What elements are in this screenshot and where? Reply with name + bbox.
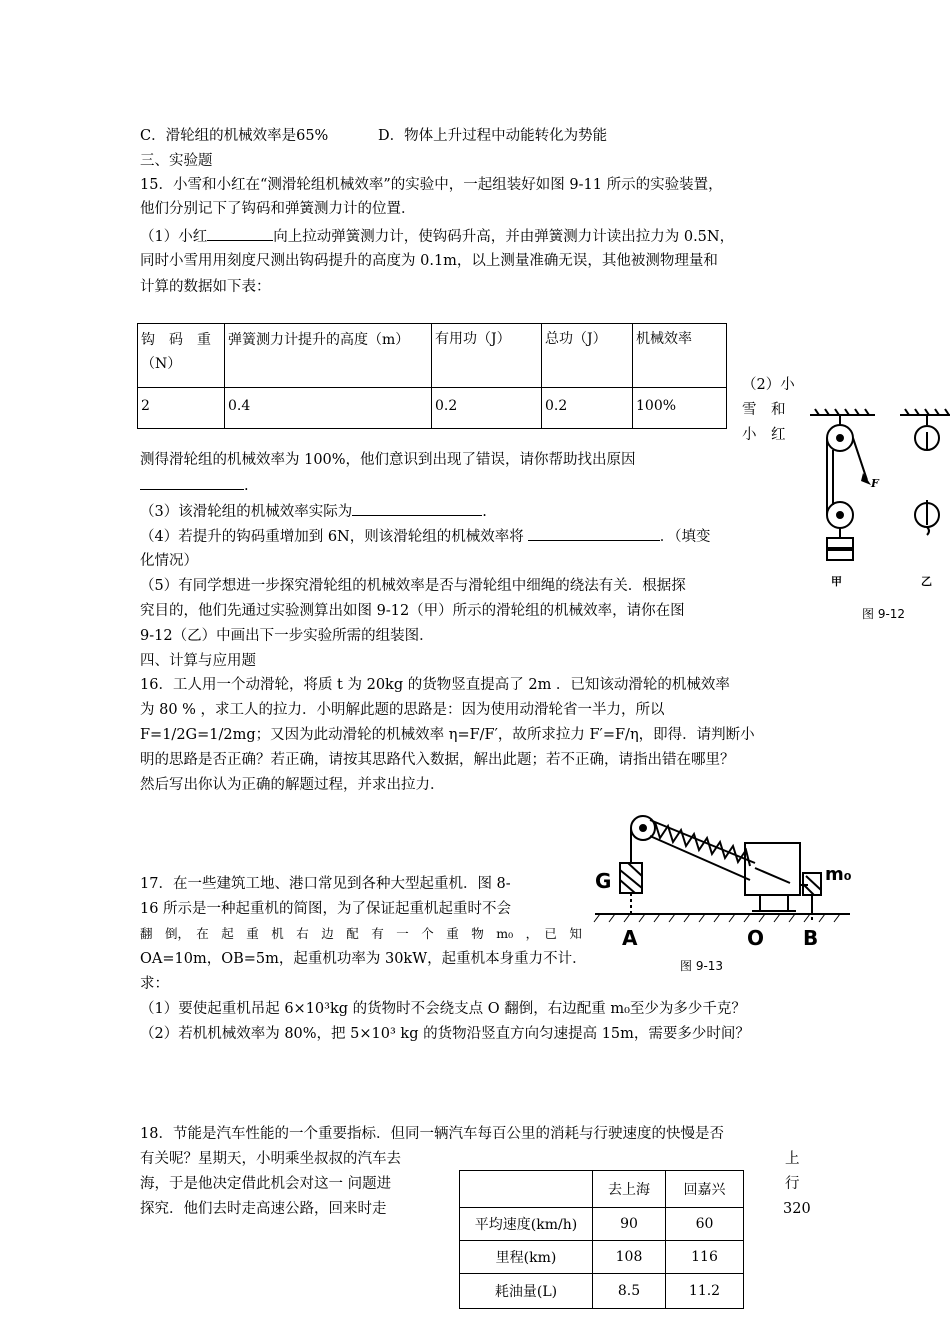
- table-header-to-shanghai: 去上海: [593, 1171, 666, 1208]
- q17-sub-2: （2）若机机械效率为 80%，把 5×10³ kg 的货物沿竖直方向匀速提高 15m，需要多少时间？: [140, 1026, 750, 1042]
- q18-line-3: 海，于是他决定借此机会对这一 问题进: [140, 1176, 392, 1192]
- q15-line-1: 15．小雪和小红在“测滑轮组机械效率”的实验中，一起组装好如图 9-11 所示的实验装置，: [140, 177, 723, 193]
- table-cell: 60: [666, 1208, 744, 1241]
- figure-caption-9-12: 图 9-12: [862, 607, 906, 621]
- q16-line-4: 明的思路是否正确？若正确，请按其思路代入数据，解出此题；若不正确，请指出错在哪里？: [140, 752, 735, 768]
- table-corner: [460, 1171, 593, 1208]
- q15-part-2-answer: [140, 474, 249, 497]
- q14-option-d: D．物体上升过程中动能转化为势能: [378, 128, 608, 144]
- table-cell: 108: [593, 1241, 666, 1274]
- table-row-label: 里程(km): [460, 1241, 593, 1274]
- table-cell: 90: [593, 1208, 666, 1241]
- q18-line-1: 18．节能是汽车性能的一个重要指标．但同一辆汽车每百公里的消耗与行驶速度的快慢是否: [140, 1126, 724, 1142]
- table-header-efficiency: 机械效率: [633, 324, 727, 388]
- q18-data-table: [459, 1170, 744, 1309]
- q15-line-5: 计算的数据如下表：: [140, 279, 271, 295]
- crane-figure-9-13: [590, 808, 855, 958]
- q18-right-3: 320: [783, 1201, 811, 1217]
- q15-line-2: 他们分别记下了钩码和弹簧测力计的位置．: [140, 201, 416, 217]
- q16-line-5: 然后写出你认为正确的解题过程，并求出拉力．: [140, 777, 445, 793]
- table-header-back-jiaxing: 回嘉兴: [666, 1171, 744, 1208]
- q17-line-4: OA=10m，OB=5m，起重机功率为 30kW，起重机本身重力不计．: [140, 951, 587, 967]
- label-b: B: [803, 926, 819, 950]
- q15-data-table: [137, 323, 727, 429]
- table-header-weight: 钩 码 重（N）: [138, 324, 225, 388]
- table-cell: 11.2: [666, 1274, 744, 1309]
- label-g: G: [595, 869, 612, 893]
- q15-part-1: [140, 225, 734, 248]
- q15-part-3-end: .: [482, 504, 487, 520]
- q15-part-3: [140, 500, 487, 523]
- q16-line-1: 16．工人用一个动滑轮，将质 t 为 20kg 的货物竖直提高了 2m ．已知该动滑轮的机械效率: [140, 677, 730, 693]
- q15-part-3-start: （3）该滑轮组的机械效率实际为: [140, 504, 353, 520]
- q18-right-2: 行: [785, 1176, 800, 1192]
- pulley-figure-9-12: [805, 405, 950, 595]
- section-3-heading: 三、实验题: [140, 153, 213, 169]
- figure-caption-9-13: 图 9-13: [680, 959, 724, 973]
- figure-label-jia: 甲: [831, 575, 842, 588]
- q15-part-5a: （5）有同学想进一步探究滑轮组的机械效率是否与滑轮组中细绳的绕法有关．根据探: [140, 578, 686, 594]
- q15-part-4-end: ．（填变: [659, 529, 711, 545]
- table-row-label: 耗油量(L): [460, 1274, 593, 1309]
- q17-line-2: 16 所示是一种起重机的简图，为了保证起重机起重时不会: [140, 901, 512, 917]
- table-header-useful-work: 有用功（J）: [432, 324, 542, 388]
- q18-line-4: 探究．他们去时走高速公路，回来时走: [140, 1201, 387, 1217]
- q16-line-2: 为 80 % ，求工人的拉力．小明解此题的思路是：因为使用动滑轮省一半力，所以: [140, 702, 665, 718]
- label-a: A: [622, 926, 638, 950]
- table-cell: 100%: [633, 388, 727, 429]
- q17-line-1: 17．在一些建筑工地、港口常见到各种大型起重机．图 8-: [140, 876, 511, 892]
- q15-part-1-end: 向上拉动弹簧测力计，使钩码升高，并由弹簧测力计读出拉力为 0.5N，: [273, 229, 735, 245]
- table-cell: 0.4: [225, 388, 432, 429]
- q15-part-1-start: （1）小红: [140, 229, 208, 245]
- q15-part-2d: 测得滑轮组的机械效率为 100%，他们意识到出现了错误，请你帮助找出原因: [140, 452, 636, 468]
- table-row-label: 平均速度(km/h): [460, 1208, 593, 1241]
- q15-part-5c: 9-12（乙）中画出下一步实验所需的组装图．: [140, 628, 434, 644]
- label-o: O: [747, 926, 765, 950]
- table-cell: 116: [666, 1241, 744, 1274]
- q15-part-2a: （2）小: [742, 377, 795, 393]
- q18-line-2: 有关呢？星期天，小明乘坐叔叔的汽车去: [140, 1151, 401, 1167]
- q14-option-c: C．滑轮组的机械效率是65%: [140, 128, 329, 144]
- q15-part-2b: 雪 和: [742, 402, 786, 418]
- q15-part-2c: 小 红: [742, 427, 786, 443]
- section-4-heading: 四、计算与应用题: [140, 653, 256, 669]
- q17-sub-1: （1）要使起重机吊起 6×10³kg 的货物时不会绕支点 O 翻倒，右边配重 m₀至少为多少千克？: [140, 1001, 746, 1017]
- q16-line-3: F=1/2G=1/2mg；又因为此动滑轮的机械效率 η=F/F′，故所求拉力 F′=F/η，即得．请判断小: [140, 727, 755, 743]
- force-label: F: [871, 477, 879, 490]
- q15-part-5b: 究目的，他们先通过实验测算出如图 9-12（甲）所示的滑轮组的机械效率，请你在图: [140, 603, 685, 619]
- table-cell: 0.2: [432, 388, 542, 429]
- table-cell: 8.5: [593, 1274, 666, 1309]
- q15-line-4: 同时小雪用用刻度尺测出钩码提升的高度为 0.1m，以上测量准确无误，其他被测物理量和: [140, 253, 718, 269]
- table-header-total-work: 总功（J）: [542, 324, 633, 388]
- q17-line-3: 翻 倒， 在 起 重 机 右 边 配 有 一 个 重 物 m₀ ， 已 知: [140, 926, 582, 941]
- label-m0: m₀: [825, 864, 852, 885]
- q15-answer-blank-4[interactable]: [528, 525, 660, 541]
- q15-part-4: [140, 525, 711, 548]
- q17-line-5: 求：: [140, 976, 169, 992]
- table-cell: 2: [138, 388, 225, 429]
- q15-part-2-end: .: [244, 478, 249, 494]
- q15-answer-blank-2[interactable]: [140, 474, 244, 490]
- figure-label-yi: 乙: [921, 575, 932, 588]
- table-header-height: 弹簧测力计提升的高度（m）: [225, 324, 432, 388]
- q15-part-4c: 化情况）: [140, 553, 198, 569]
- q15-answer-blank-1[interactable]: [207, 225, 273, 241]
- q15-answer-blank-3[interactable]: [352, 500, 482, 516]
- q18-right-1: 上: [785, 1151, 800, 1167]
- table-cell: 0.2: [542, 388, 633, 429]
- q15-part-4-start: （4）若提升的钩码重增加到 6N，则该滑轮组的机械效率将: [140, 529, 524, 545]
